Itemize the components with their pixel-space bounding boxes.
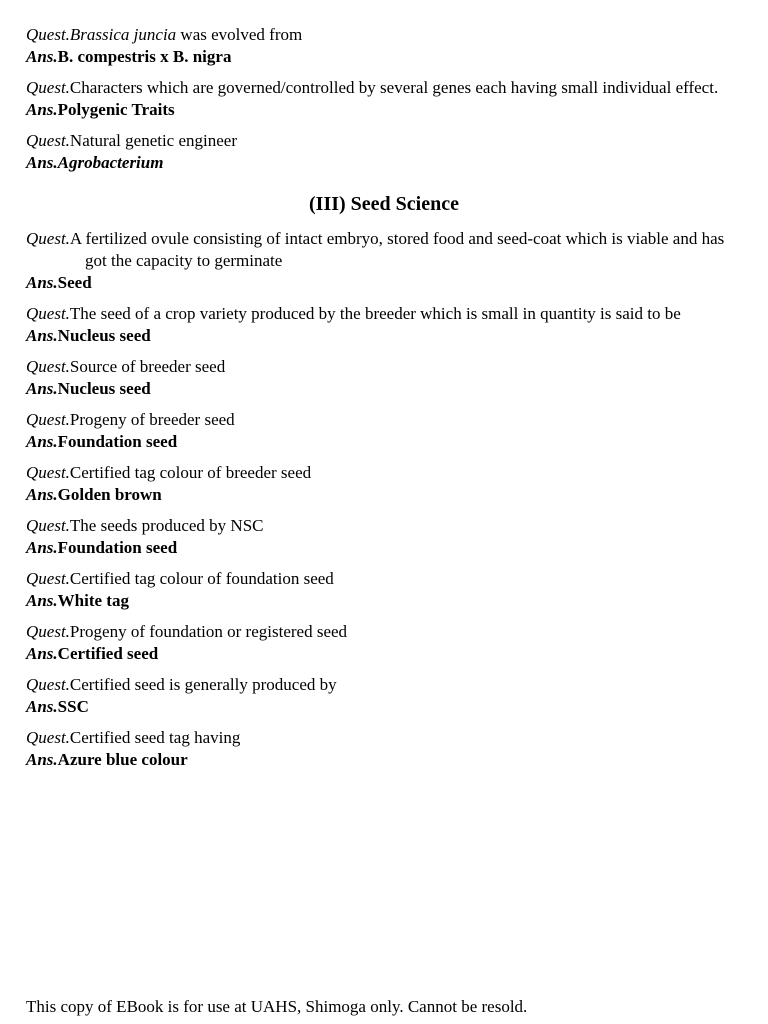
question-text: The seeds produced by NSC: [69, 516, 264, 535]
question-text: Certified tag colour of breeder seed: [69, 463, 312, 482]
question-text: Certified seed is generally produced by: [69, 675, 337, 694]
qa-item: [26, 568, 742, 612]
qa-item: [26, 130, 742, 174]
answer-label: Ans.: [26, 273, 58, 292]
answer-text: Nucleus seed: [57, 326, 151, 345]
document-page: [26, 24, 742, 780]
question: [26, 568, 742, 590]
question: [26, 303, 742, 325]
question-italic-text: Brassica juncia: [69, 25, 177, 44]
answer-label: Ans.: [26, 100, 58, 119]
question-label: Quest.: [26, 728, 70, 747]
qa-item: [26, 515, 742, 559]
question-label: Quest.: [26, 229, 70, 248]
qa-item: [26, 77, 742, 121]
question: [26, 515, 742, 537]
answer-text: Nucleus seed: [57, 379, 151, 398]
answer-label: Ans.: [26, 379, 58, 398]
question-label: Quest.: [26, 131, 70, 150]
question-label: Quest.: [26, 410, 70, 429]
question-text: The seed of a crop variety produced by the breeder which is small in quantity is said to be: [69, 304, 681, 323]
answer-text: White tag: [57, 591, 129, 610]
qa-item: [26, 303, 742, 347]
question: [26, 621, 742, 643]
section-title: (III) Seed Science: [309, 193, 459, 215]
qa-item: [26, 727, 742, 771]
answer-text: SSC: [57, 697, 89, 716]
question-text: A fertilized ovule consisting of intact embryo, stored food and seed-coat which is viable and has got the capacity to germinate: [69, 229, 725, 270]
question-text: Progeny of breeder seed: [69, 410, 235, 429]
question-label: Quest.: [26, 25, 70, 44]
answer-label: Ans.: [26, 697, 58, 716]
answer: [26, 431, 742, 453]
answer-text: Foundation seed: [57, 432, 178, 451]
question-label: Quest.: [26, 78, 70, 97]
answer-label: Ans.: [26, 538, 58, 557]
answer: [26, 484, 742, 506]
qa-item: [26, 409, 742, 453]
qa-item: [26, 228, 742, 294]
question: [26, 228, 742, 272]
question-label: Quest.: [26, 304, 70, 323]
qa-item: [26, 24, 742, 68]
answer-italic-text: Agrobacterium: [57, 153, 164, 172]
answer-label: Ans.: [26, 591, 58, 610]
question-text: Source of breeder seed: [69, 357, 226, 376]
answer-label: Ans.: [26, 432, 58, 451]
question: [26, 130, 742, 152]
answer: [26, 749, 742, 771]
question-label: Quest.: [26, 463, 70, 482]
answer: [26, 99, 742, 121]
answer-label: Ans.: [26, 326, 58, 345]
answer-label: Ans.: [26, 485, 58, 504]
answer: [26, 46, 742, 68]
question: [26, 356, 742, 378]
answer: [26, 378, 742, 400]
answer-text: Golden brown: [57, 485, 162, 504]
question-label: Quest.: [26, 516, 70, 535]
qa-item: [26, 621, 742, 665]
answer-text: Seed: [57, 273, 92, 292]
question: [26, 727, 742, 749]
answer-label: Ans.: [26, 644, 58, 663]
question-label: Quest.: [26, 357, 70, 376]
answer: [26, 272, 742, 294]
question-text: Natural genetic engineer: [69, 131, 237, 150]
answer: [26, 590, 742, 612]
question-text: Certified seed tag having: [69, 728, 241, 747]
question-text: Progeny of foundation or registered seed: [69, 622, 348, 641]
question-text: Characters which are governed/controlled by several genes each having small individual effect.: [69, 78, 719, 97]
answer: [26, 152, 742, 174]
answer-label: Ans.: [26, 750, 58, 769]
qa-item: [26, 356, 742, 400]
question-label: Quest.: [26, 675, 70, 694]
question-label: Quest.: [26, 622, 70, 641]
answer: [26, 696, 742, 718]
question: [26, 462, 742, 484]
question: [26, 674, 742, 696]
answer: [26, 537, 742, 559]
answer-text: Azure blue colour: [57, 750, 188, 769]
answer-text: Polygenic Traits: [57, 100, 175, 119]
question: [26, 77, 742, 99]
footer-notice: This copy of EBook is for use at UAHS, Shimoga only. Cannot be resold.: [26, 997, 528, 1016]
qa-item: [26, 462, 742, 506]
answer-text: Certified seed: [57, 644, 159, 663]
answer-label: Ans.: [26, 47, 58, 66]
question-text: Certified tag colour of foundation seed: [69, 569, 334, 588]
answer-text: Foundation seed: [57, 538, 178, 557]
answer: [26, 325, 742, 347]
qa-item: [26, 674, 742, 718]
question: [26, 24, 742, 46]
answer-text: B. compestris x B. nigra: [57, 47, 232, 66]
answer-label: Ans.: [26, 153, 58, 172]
seed-science-list: [26, 228, 742, 771]
question: [26, 409, 742, 431]
question-text: was evolved from: [176, 25, 303, 44]
answer: [26, 643, 742, 665]
question-label: Quest.: [26, 569, 70, 588]
